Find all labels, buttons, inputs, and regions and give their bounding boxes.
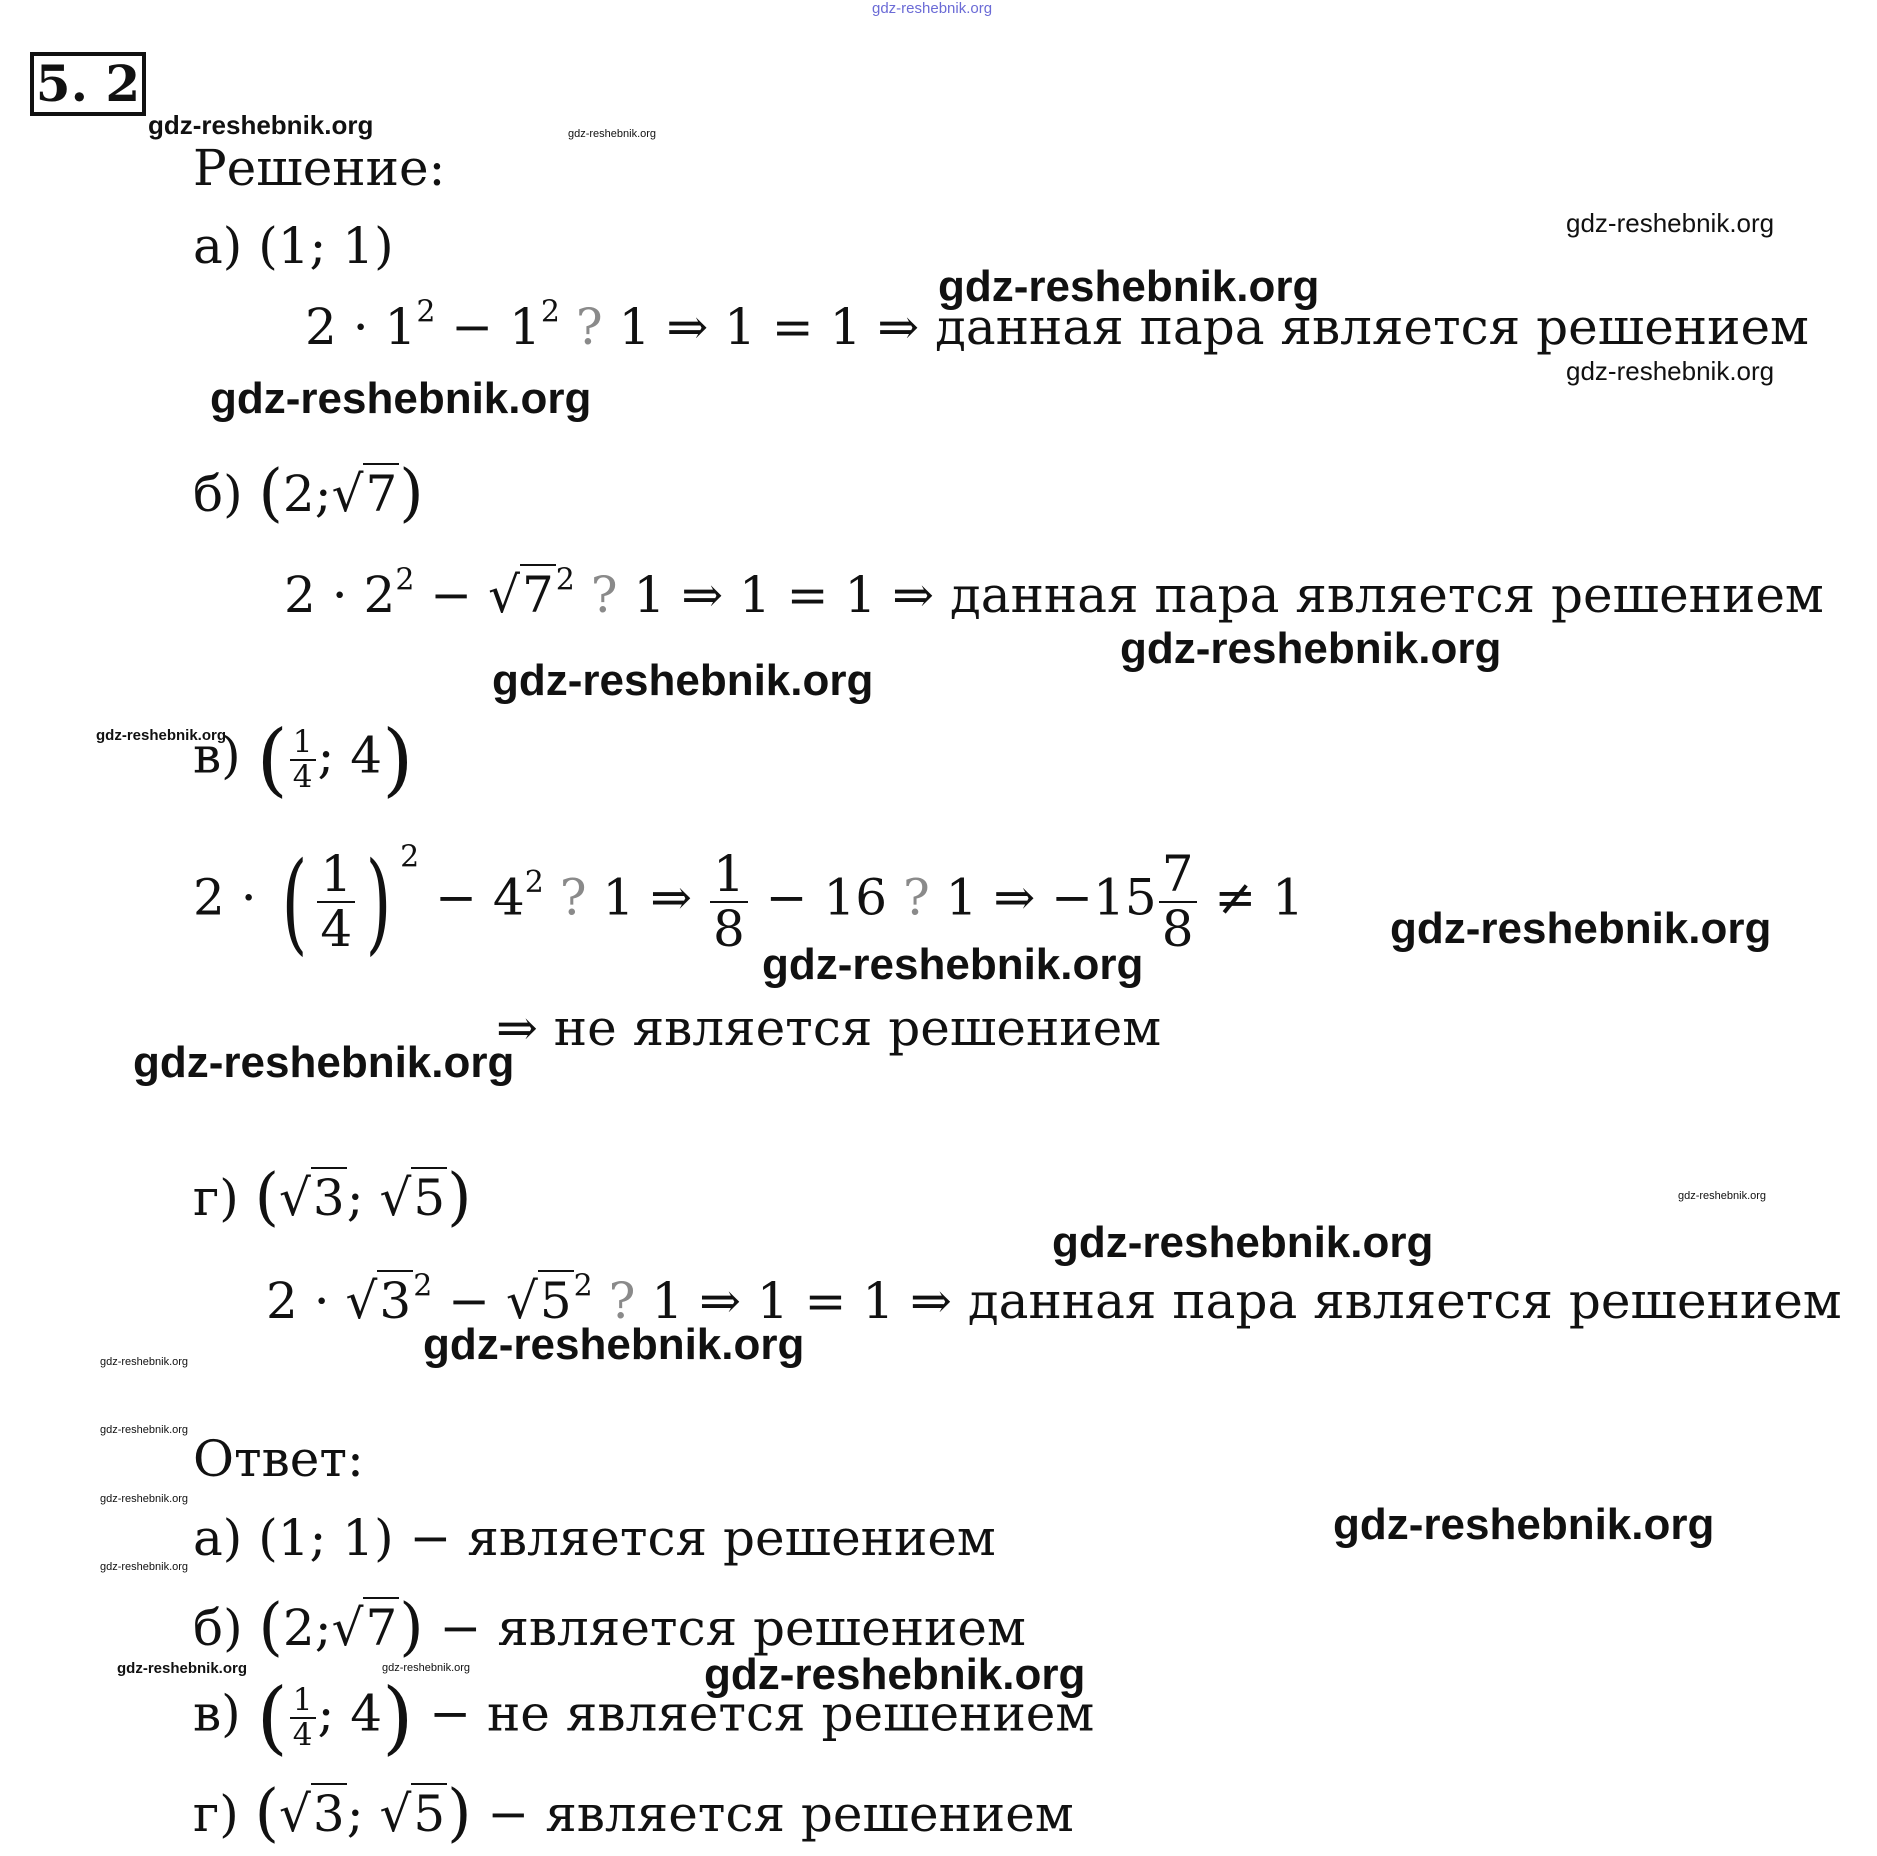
watermark-top: gdz-reshebnik.org: [872, 0, 993, 17]
part-a-pair-line: [193, 217, 394, 275]
watermark: gdz-reshebnik.org: [1333, 1500, 1715, 1549]
answer-text: − является решением: [471, 1785, 1074, 1843]
problem-number: 5. 2: [35, 54, 141, 113]
problem-number-box: [30, 52, 146, 116]
part-a-pair: (1; 1): [258, 217, 394, 275]
radicand: 5: [413, 1169, 446, 1227]
part-a-label: а): [193, 217, 243, 275]
answer-b: б) (2;√7) − является решением: [193, 1590, 1026, 1663]
fraction: [290, 726, 316, 793]
answer-text: − является решением: [393, 1509, 996, 1567]
exponent: 2: [395, 562, 415, 598]
calc-term: 2 ·: [266, 1272, 346, 1330]
calc-term: 2 ·: [193, 868, 273, 927]
exponent: 2: [555, 562, 575, 598]
denominator: 4: [292, 1716, 313, 1753]
answer-pair: (1; 1): [258, 1509, 394, 1567]
calc-result: 1 ⇒ 1 = 1 ⇒ данная пара является решением: [635, 1272, 1842, 1330]
watermark: gdz-reshebnik.org: [938, 262, 1320, 311]
numerator: 1: [290, 1684, 316, 1719]
calc-term: −: [432, 1272, 506, 1330]
answer-a: [193, 1509, 996, 1567]
watermark: gdz-reshebnik.org: [148, 110, 374, 140]
part-b-pair-line: б) (2;√7): [193, 456, 424, 529]
answer-text: − не является решением: [413, 1684, 1095, 1743]
part-c-calc: 2 · ( $\frac{1}{4}$ ) $^2 - 4^2$ ? 1 ⇒ $\frac{1}{8}$ − 16 ? 1 ⇒ −15 $\frac{7}{8}$ ≠ 1: [193, 837, 1304, 966]
radicand: 3: [312, 1169, 345, 1227]
calc-term: −: [414, 566, 489, 624]
answer-heading: Ответ:: [193, 1430, 364, 1488]
denominator: 4: [292, 758, 313, 795]
exponent: 2: [524, 865, 544, 900]
answer-label: г): [193, 1785, 239, 1843]
sqrt: √3: [279, 1785, 345, 1843]
watermark: gdz-reshebnik.org: [1052, 1218, 1434, 1267]
question-mark: ?: [575, 298, 603, 356]
exponent: 2: [540, 294, 560, 330]
separator: ;: [346, 1169, 364, 1227]
denominator: 8: [1161, 899, 1194, 958]
watermark: gdz-reshebnik.org: [117, 1660, 248, 1677]
radicand: 7: [365, 1599, 398, 1657]
part-b-calc: [284, 562, 1824, 624]
watermark: gdz-reshebnik.org: [382, 1662, 471, 1674]
fraction: [290, 1684, 316, 1751]
watermark: gdz-reshebnik.org: [762, 940, 1144, 989]
part-c-pair-line: в) ( $\frac{1}{4}$ ; 4): [193, 712, 414, 806]
part-a-calc: [305, 294, 1809, 356]
exponent: 2: [416, 294, 436, 330]
solution-heading: Решение:: [193, 139, 446, 197]
watermark: gdz-reshebnik.org: [568, 128, 657, 140]
fraction: [317, 845, 355, 958]
numerator: 1: [290, 726, 316, 761]
calc-term: 2 · 1: [305, 298, 417, 356]
watermark: gdz-reshebnik.org: [1566, 208, 1775, 238]
watermark: gdz-reshebnik.org: [100, 1493, 189, 1505]
separator: ;: [346, 1785, 364, 1843]
radicand: 7: [521, 566, 554, 624]
pair-x: 2;: [282, 465, 332, 523]
watermark: gdz-reshebnik.org: [704, 1650, 1086, 1699]
sqrt: √5: [379, 1785, 446, 1843]
pair-x: 2;: [282, 1599, 332, 1657]
calc-term: 1 ⇒: [586, 868, 708, 927]
sqrt: √7: [331, 1599, 398, 1657]
sqrt: √5: [505, 1272, 572, 1330]
answer-c: в) ( $\frac{1}{4}$ ; 4) − не является решением: [193, 1670, 1095, 1764]
answer-text: − является решением: [423, 1599, 1026, 1657]
denominator: 8: [712, 899, 745, 958]
watermark: gdz-reshebnik.org: [1566, 356, 1775, 386]
calc-result: 1 ⇒ 1 = 1 ⇒ данная пара является решением: [617, 566, 1824, 624]
part-d-calc: [266, 1268, 1842, 1330]
exponent: 2: [400, 839, 420, 875]
part-c-conclusion: ⇒ не является решением: [496, 999, 1162, 1057]
radicand: 3: [379, 1272, 412, 1330]
watermark: gdz-reshebnik.org: [423, 1320, 805, 1369]
watermark: gdz-reshebnik.org: [492, 656, 874, 705]
radicand: 5: [413, 1785, 446, 1843]
fraction: [1159, 845, 1197, 958]
exponent: 2: [413, 1268, 433, 1304]
part-b-label: б): [193, 465, 243, 523]
calc-result: 1 ⇒ 1 = 1 ⇒ данная пара является решением: [602, 298, 1809, 356]
part-c-label: в): [193, 726, 241, 785]
sqrt: √3: [345, 1272, 412, 1330]
sqrt: √7: [331, 465, 398, 523]
watermark: gdz-reshebnik.org: [133, 1038, 515, 1087]
watermark: gdz-reshebnik.org: [100, 1424, 189, 1436]
question-mark: ?: [902, 868, 930, 927]
watermark: gdz-reshebnik.org: [100, 1561, 189, 1573]
watermark: gdz-reshebnik.org: [100, 1356, 189, 1368]
fraction: [710, 845, 748, 958]
calc-term: − 4: [419, 868, 525, 927]
calc-term: − 16: [749, 868, 903, 927]
numerator: 7: [1159, 848, 1197, 903]
calc-term: ≠ 1: [1198, 868, 1304, 927]
answer-label: в): [193, 1684, 241, 1743]
sqrt: √7: [488, 566, 554, 624]
answer-label: а): [193, 1509, 243, 1567]
watermark: gdz-reshebnik.org: [1390, 904, 1772, 953]
watermark: gdz-reshebnik.org: [210, 374, 592, 423]
question-mark: ?: [559, 868, 587, 927]
calc-term: − 1: [435, 298, 541, 356]
calc-term: 1 ⇒ −15: [929, 868, 1157, 927]
numerator: 1: [710, 848, 748, 903]
part-d-label: г): [193, 1169, 239, 1227]
radicand: 5: [539, 1272, 572, 1330]
radicand: 3: [312, 1785, 345, 1843]
pair-y: ; 4: [317, 726, 383, 785]
part-d-pair-line: г) (√3; √5): [193, 1160, 472, 1233]
watermark: gdz-reshebnik.org: [1120, 624, 1502, 673]
question-mark: ?: [608, 1272, 636, 1330]
calc-term: 2 · 2: [284, 566, 396, 624]
exponent: 2: [573, 1268, 593, 1304]
question-mark: ?: [590, 566, 618, 624]
sqrt: √5: [379, 1169, 446, 1227]
denominator: 4: [320, 899, 353, 958]
answer-d: г) (√3; √5) − является решением: [193, 1776, 1074, 1849]
answer-label: б): [193, 1599, 243, 1657]
sqrt: √3: [279, 1169, 345, 1227]
numerator: 1: [317, 848, 355, 903]
watermark: gdz-reshebnik.org: [96, 727, 227, 744]
watermark: gdz-reshebnik.org: [1678, 1190, 1767, 1202]
pair-y: ; 4: [317, 1684, 383, 1743]
radicand: 7: [365, 465, 398, 523]
